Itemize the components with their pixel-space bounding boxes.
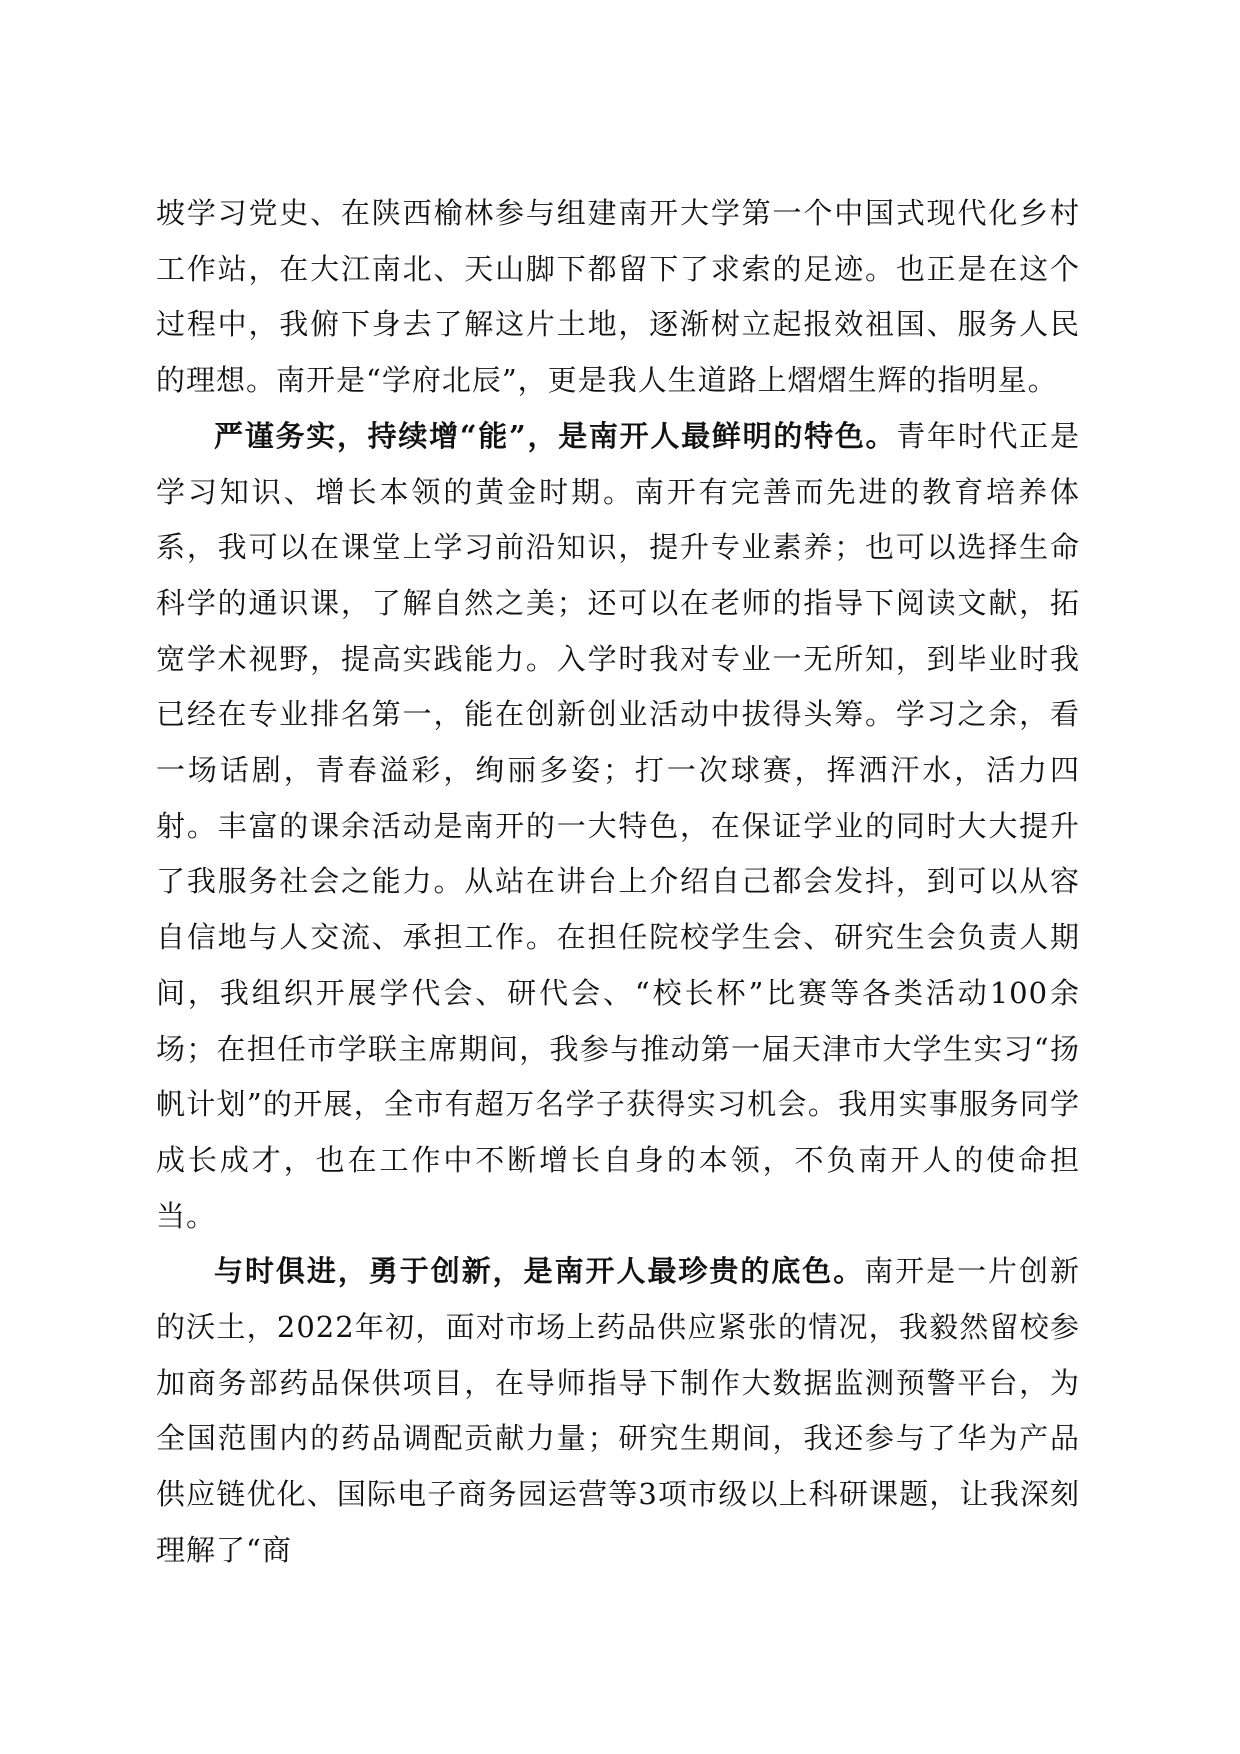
document-body [156, 186, 1080, 1579]
paragraph-lead-bold: 严谨务实，持续增“能”，是南开人最鲜明的特色。 [214, 418, 897, 453]
paragraph-rigor [156, 409, 1080, 1245]
paragraph-text: 南开是一片创新的沃土，2022年初，面对市场上药品供应紧张的情况，我毅然留校参加商务部药品保供项目，在导师指导下制作大数据监测预警平台，为全国范围内的药品调配贡献力量；研究生期间，我还参与了华为产品供应链优化、国际电子商务园运营等3项市级以上科研课题，让我深刻理解了“商 [156, 1254, 1080, 1567]
paragraph-innovation [156, 1244, 1080, 1578]
paragraph-text: 坡学习党史、在陕西榆林参与组建南开大学第一个中国式现代化乡村工作站，在大江南北、天山脚下都留下了求索的足迹。也正是在这个过程中，我俯下身去了解这片土地，逐渐树立起报效祖国、服务人民的理想。南开是“学府北辰”，更是我人生道路上熠熠生辉的指明星。 [156, 196, 1080, 398]
paragraph-text: 青年时代正是学习知识、增长本领的黄金时期。南开有完善而先进的教育培养体系，我可以在课堂上学习前沿知识，提升专业素养；也可以选择生命科学的通识课，了解自然之美；还可以在老师的指导下阅读文献，拓宽学术视野，提高实践能力。入学时我对专业一无所知，到毕业时我已经在专业排名第一，能在创新创业活动中拔得头筹。学习之余，看一场话剧，青春溢彩，绚丽多姿；打一次球赛，挥洒汗水，活力四射。丰富的课余活动是南开的一大特色，在保证学业的同时大大提升了我服务社会之能力。从站在讲台上介绍自己都会发抖，到可以从容自信地与人交流、承担工作。在担任院校学生会、研究生会负责人期间，我组织开展学代会、研代会、“校长杯”比赛等各类活动100余场；在担任市学联主席期间，我参与推动第一届天津市大学生实习“扬帆计划”的开展，全市有超万名学子获得实习机会。我用实事服务同学成长成才，也在工作中不断增长自身的本领，不负南开人的使命担当。 [156, 418, 1080, 1233]
paragraph-lead-bold: 与时俱进，勇于创新，是南开人最珍贵的底色。 [214, 1254, 865, 1289]
paragraph-continuation [156, 186, 1080, 409]
